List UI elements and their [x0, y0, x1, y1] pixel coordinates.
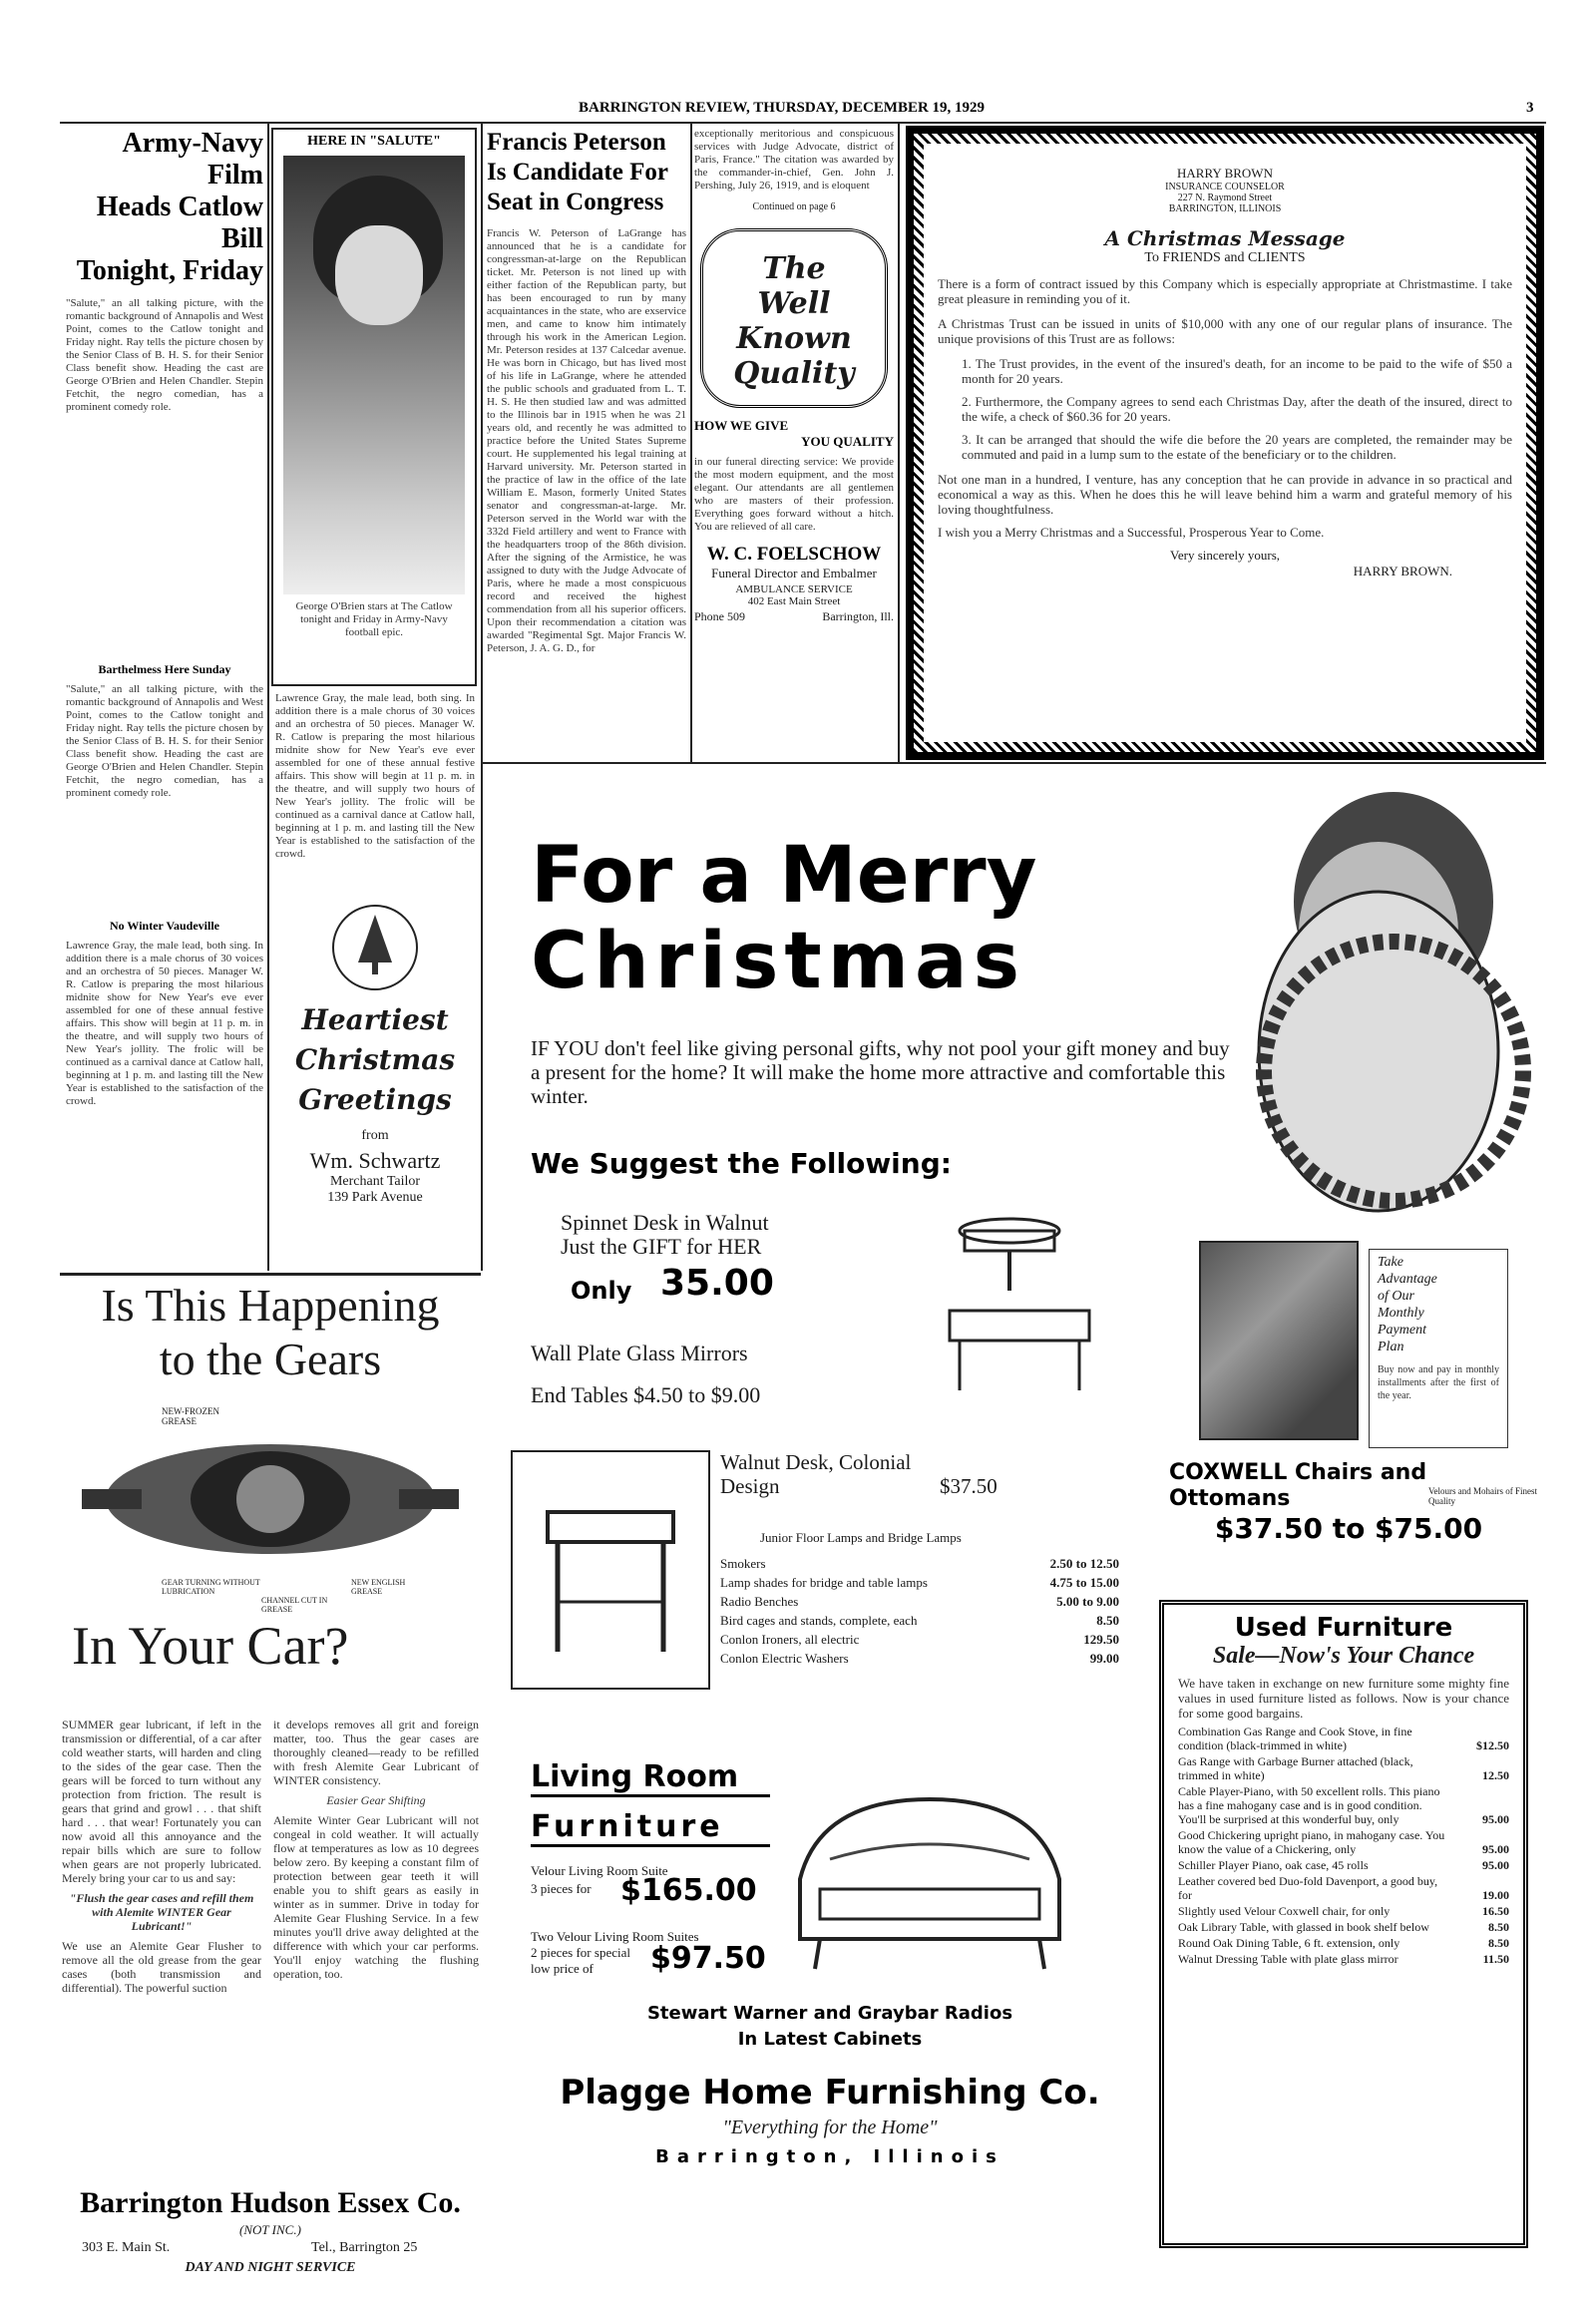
list-item [1178, 1952, 1509, 1966]
coxwell-velours: Velours and Mohairs of Finest Quality [1428, 1486, 1537, 1506]
masthead-title: BARRINGTON REVIEW, THURSDAY, DECEMBER 19, 1929 [579, 100, 986, 116]
gears-col-2 [273, 1718, 479, 2176]
gear-label-2: GEAR TURNING WITHOUT LUBRICATION [162, 1578, 260, 1596]
item-price: 19.00 [1482, 1888, 1509, 1902]
tree-icon [330, 903, 420, 992]
walnut-desk-label: Walnut Desk, Colonial Design [720, 1450, 912, 1498]
coxwell-price: $37.50 to $75.00 [1214, 1512, 1483, 1545]
gears-headline-1: Is This Happening [101, 1280, 440, 1331]
salute-caption: George O'Brien stars at The Catlow tonight and Friday in Army-Navy football epic. [295, 600, 453, 638]
merry-headline-1: For a Merry [531, 832, 1037, 920]
walnut-desk-photo [511, 1450, 710, 1690]
take-line: of Our [1378, 1289, 1414, 1304]
schwartz-address: 139 Park Avenue [327, 1190, 423, 1205]
army-navy-headline [66, 128, 263, 287]
radios-line-1: Stewart Warner and Graybar Radios [646, 2003, 1013, 2024]
list-item [720, 1554, 1119, 1573]
barthelmess-body: "Salute," an all talking picture, with the romantic background of Annapolis and West Point, comes to the Catlow tonight and Friday night. Ray tells the picture chosen by the Senior Class of B. H. S. for their Senior Class benefit show. Heading the cast are George O'Brien and Helen Chandler. Stepin Fetchit, the negro comedian, has a prominent comedy role. [66, 683, 263, 799]
list-item [1178, 1858, 1509, 1872]
item-name: Conlon Ironers, all electric [720, 1632, 860, 1647]
headline-line: Is Candidate For [487, 159, 668, 186]
list-item [720, 1649, 1119, 1668]
peterson-body: Francis W. Peterson of LaGrange has announced that he is a candidate for congressman-at-large on the Republican ticket. Mr. Peterson is not lined up with either faction of the Republican party, but has been encouraged to run by many acquaintances in the state, who are exservice men, and came to know him intimately through his work in the American Legion. Mr. Peterson resides at 137 Calcedar avenue. He was born in Chicago, but has lived most of his life in LaGrange, where he attended the public schools and graduated from L. T. H. S. He then studied law and was admitted to the Illinois bar in 1915 when he was 21 years old, and recently he was admitted to practice before the United States Supreme court. He supplemented his legal training at Harvard university. Mr. Peterson started in the practice of law in the office of the late William E. Mason, formerly United States senator and congressman-at-large. Mr. Peterson served in the World war with the 332d Field artillery and went to France with the headquarters troop of the 86th division. After the signing of the Armistice, he was assigned to duty with the Judge Advocate of Paris, where he made a most conspicuous record and received the highest commendation from all his superior officers. Upon their recommendation a citation was awarded "Regimental Sgt. Major Francis W. Peterson, J. A. G. D., for [487, 227, 686, 654]
item-price: 95.00 [1482, 1812, 1509, 1826]
list-item [1178, 1904, 1509, 1918]
gears-col-1 [62, 1718, 261, 2176]
hudson-inc: (NOT INC.) [239, 2222, 301, 2237]
item-name: Oak Library Table, with glassed in book shelf below [1178, 1920, 1429, 1934]
item-name: Round Oak Dining Table, 6 ft. extension, only [1178, 1936, 1400, 1950]
foelschow-ad [694, 128, 894, 756]
used-subtitle: Sale—Now's Your Chance [1212, 1643, 1475, 1669]
item-name: Slightly used Velour Coxwell chair, for only [1178, 1904, 1391, 1918]
take-advantage-box [1369, 1249, 1508, 1448]
gears-col1b-text: We use an Alemite Gear Flusher to remove all the old grease from the gear cases (both transmission and differential). The powerful suction [62, 1939, 261, 1995]
brown-p2: A Christmas Trust can be issued in units of $10,000 with any one of our regular plans of insurance. The unique provisions of this Trust are as follows: [938, 316, 1512, 346]
item-price: 2.50 to 12.50 [1049, 1556, 1119, 1571]
foelschow-name: W. C. FOELSCHOW [706, 544, 882, 565]
suite-1-label: Velour Living Room Suite [531, 1863, 668, 1878]
list-item [720, 1630, 1119, 1649]
item-price: 12.50 [1482, 1768, 1509, 1782]
foelschow-contact [694, 609, 894, 624]
brown-street: 227 N. Raymond Street [1177, 192, 1273, 203]
item-price: 11.50 [1482, 1952, 1509, 1966]
brown-p3: Not one man in a hundred, I venture, has any conception that he can provide in advance in so practical and economical a way as this. When he does this he will leave behind him a warm and grateful memory of his loving thoughtfulness. [938, 472, 1512, 517]
well-known-logo [700, 228, 888, 408]
radios-line-2: In Latest Cabinets [737, 2029, 923, 2050]
santa-icon [1229, 772, 1538, 1271]
used-furniture-box [1159, 1600, 1528, 2248]
item-price: 129.50 [1083, 1632, 1119, 1647]
take-line: Monthly [1378, 1306, 1424, 1321]
tables-label: End Tables $4.50 to $9.00 [531, 1382, 761, 1407]
item-name: Bird cages and stands, complete, each [720, 1613, 918, 1628]
headline-line: Tonight, Friday [76, 255, 263, 286]
item-price: 8.50 [1096, 1613, 1119, 1628]
list-item [1178, 1874, 1509, 1902]
item-name: Lamp shades for bridge and table lamps [720, 1575, 928, 1590]
gears-col1-text: SUMMER gear lubricant, if left in the transmission or differential, of a car after cold weather starts, will harden and cling to the sides of the gear case. Then the gears will be forced to turn without any protection from friction. The result is gears that grind and growl . . . that shift hard . . . that wear! Fortunately you can now avoid all this annoyance and the repair bills which are sure to follow when gears are not properly lubricated. Merely bring your car to us and say: [62, 1718, 261, 1885]
list-item [1178, 1784, 1509, 1826]
suite-2-pieces: 2 pieces for special low price of [531, 1945, 630, 1976]
item-name: Conlon Electric Washers [720, 1651, 849, 1666]
quality-heading: YOU QUALITY [801, 434, 894, 449]
schwartz-ad [275, 903, 475, 1262]
greeting-line-3: Greetings [298, 1083, 452, 1116]
item-price: 99.00 [1089, 1651, 1119, 1666]
list-item [1178, 1754, 1509, 1782]
hudson-company: Barrington Hudson Essex Co. [80, 2186, 461, 2219]
brown-item: 1. The Trust provides, in the event of the insured's death, for an income to be paid to the wife of $50 a month for 20 years. [962, 356, 1512, 386]
gears-ad [62, 1279, 479, 2276]
item-price: 16.50 [1482, 1904, 1509, 1918]
headline-line: Francis Peterson [487, 129, 666, 156]
schwartz-role: Merchant Tailor [329, 1174, 421, 1189]
greeting-from: from [361, 1128, 389, 1143]
logo-line: The [762, 251, 826, 286]
item-price: $12.50 [1476, 1738, 1509, 1752]
walnut-desk-price: $37.50 [940, 1474, 998, 1498]
salute-box [271, 128, 477, 686]
brown-name: HARRY BROWN [1177, 166, 1273, 181]
list-item [720, 1573, 1119, 1592]
spinnet-line-1: Spinnet Desk in Walnut [561, 1211, 769, 1235]
gears-col2b-text: Alemite Winter Gear Lubricant will not congeal in cold weather. It will actually flow at temperatures as low as 10 degrees below zero. By keeping a constant film of protection between gear teeth it will enable you to shift gears as easily in winter as in summer. Drive in today for Alemite Gear Flushing Service. In a few minutes you'll drive away delighted at the difference with which your car performs. You'll enjoy watching the flushing operation, too. [273, 1813, 479, 1981]
brown-inner [924, 144, 1526, 742]
item-name: Leather covered bed Duo-fold Davenport, a good buy, for [1178, 1874, 1438, 1902]
item-name: Walnut Dressing Table with plate glass mirror [1178, 1952, 1398, 1966]
brown-sign: HARRY BROWN. [1353, 564, 1452, 578]
item-name: Schiller Player Piano, oak case, 45 rolls [1178, 1858, 1369, 1872]
item-price: 5.00 to 9.00 [1056, 1594, 1119, 1609]
item-price: 8.50 [1488, 1920, 1509, 1934]
headline-line: Heads Catlow Bill [96, 192, 263, 254]
suite-2-price: $97.50 [650, 1941, 766, 1976]
item-name: Smokers [720, 1556, 766, 1571]
hudson-tel: Tel., Barrington 25 [311, 2240, 418, 2255]
used-list [1178, 1725, 1509, 1966]
suite-1-pieces: 3 pieces for [531, 1881, 592, 1896]
spinnet-line-2: Just the GIFT for HER [561, 1235, 762, 1259]
santa-illustration [1229, 772, 1538, 1271]
gear-label-4: CHANNEL CUT IN GREASE [261, 1596, 328, 1614]
living-room-heading-1: Living Room [531, 1759, 770, 1797]
subhead-barthelmess: Barthelmess Here Sunday [98, 662, 231, 676]
hudson-address: 303 E. Main St. [82, 2240, 171, 2255]
plagge-intro: IF YOU don't feel like giving personal gifts, why not pool your gift money and buy a present for the home? It will make the home more attractive and comfortable this winter. [531, 1036, 1230, 1108]
take-line: Take [1378, 1255, 1403, 1270]
item-price: 95.00 [1482, 1858, 1509, 1872]
brown-city: BARRINGTON, ILLINOIS [1168, 203, 1282, 214]
vanity-icon [513, 1452, 708, 1688]
list-item [720, 1592, 1119, 1611]
suite-2-label: Two Velour Living Room Suites [531, 1929, 699, 1944]
plagge-slogan: "Everything for the Home" [722, 2116, 938, 2138]
living-room-heading-2: Furniture [531, 1809, 770, 1847]
list-item [1178, 1828, 1509, 1856]
list-item [1178, 1920, 1509, 1934]
brown-item: 2. Furthermore, the Company agrees to send each Christmas Day, after the death of the insured, direct to the wife, a check of $60.36 for 20 years. [962, 394, 1512, 424]
coxwell-heading: COXWELL Chairs and Ottomans [1169, 1460, 1427, 1511]
mirrors-label: Wall Plate Glass Mirrors [531, 1341, 748, 1365]
item-name: Radio Benches [720, 1594, 799, 1609]
sofa-illustration-icon [760, 1759, 1099, 1989]
brown-close: Very sincerely yours, [1169, 548, 1281, 563]
gears-headline-2: to the Gears [159, 1334, 382, 1384]
page-number: 3 [1526, 100, 1534, 116]
lamps-heading: Junior Floor Lamps and Bridge Lamps [760, 1530, 962, 1545]
give-heading: HOW WE GIVE [694, 418, 789, 433]
plagge-company: Plagge Home Furnishing Co. [560, 2073, 1100, 2113]
furniture-list [720, 1554, 1119, 1668]
item-name: Gas Range with Garbage Burner attached (black, trimmed in white) [1178, 1754, 1413, 1782]
take-line: Payment [1378, 1323, 1426, 1338]
face-icon [335, 225, 423, 325]
item-price: 8.50 [1488, 1936, 1509, 1950]
brown-p4: I wish you a Merry Christmas and a Successful, Prosperous Year to Come. [938, 525, 1325, 540]
greeting-line-2: Christmas [294, 1043, 456, 1076]
salute-label: HERE IN "SALUTE" [307, 134, 441, 149]
gears-quote: "Flush the gear cases and refill them with Alemite WINTER Gear Lubricant!" [69, 1891, 254, 1933]
list-item [1178, 1725, 1509, 1752]
salute-continued: Lawrence Gray, the male lead, both sing. In addition there is a male chorus of 30 voices and an orchestra of 50 pieces. Manager W. R. Catlow is preparing the most hilarious midnite show for New Year's eve ever assembled for one of these annual festive affairs. This show will begin at 11 p. m. in the theatre, and will supply two hours of New Year's jollity. The frolic will be continued as a carnival dance at Catlow hall, beginning at 1 p. m. and lasting till the New Year is established to the satisfaction of the crowd. [275, 692, 475, 860]
take-line: Advantage [1378, 1272, 1437, 1287]
brown-title: A Christmas Message [1104, 226, 1346, 250]
take-line: Plan [1378, 1340, 1404, 1354]
plagge-ad [491, 772, 1546, 2278]
peterson-headline [487, 128, 686, 217]
brown-to: To FRIENDS and CLIENTS [1144, 250, 1306, 265]
brown-intro: There is a form of contract issued by this Company which is especially appropriate at Christmastime. I take great pleasure in reminding you of it. [938, 276, 1512, 306]
masthead [60, 98, 1546, 120]
list-item [720, 1611, 1119, 1630]
foelschow-city: Barrington, Ill. [822, 609, 894, 623]
item-name: Good Chickering upright piano, in mahogany case. You know the value of a Chickering, only [1178, 1828, 1445, 1856]
merry-headline-2: Christmas [531, 918, 1026, 1005]
salute-photo [283, 156, 465, 594]
foelschow-body: in our funeral directing service: We provide the most modern equipment, and the most elegant. Our attendants are all gentlemen who are masters of their profession. Everything goes forward without a hitch. You are relieved of all care. [694, 456, 894, 533]
brown-ad [906, 126, 1544, 760]
gears-subhead: Easier Gear Shifting [326, 1793, 426, 1807]
hudson-service: DAY AND NIGHT SERVICE [185, 2260, 356, 2275]
peterson-continued: exceptionally meritorious and conspicuous services with Judge Advocate, district of Paris, France." The citation was awarded by the commander-in-chief, Gen. John J. Pershing, July 26, 1919, and is eloquent [694, 128, 894, 192]
army-navy-article [66, 128, 263, 1265]
vaudeville-body: Lawrence Gray, the male lead, both sing. In addition there is a male chorus of 30 voices and an orchestra of 50 pieces. Manager W. R. Catlow is preparing the most hilarious midnite show for New Year's eve ever assembled for one of these annual festive affairs. This show will begin at 11 p. m. in the theatre, and will supply two hours of New Year's jollity. The frolic will be continued as a carnival dance at Catlow hall, beginning at 1 p. m. and lasting till the New Year is established to the satisfaction of the crowd. [66, 940, 263, 1107]
headline-line: Army-Navy Film [122, 128, 263, 191]
item-price: 4.75 to 15.00 [1049, 1575, 1119, 1590]
used-intro: We have taken in exchange on new furniture some mighty fine values in used furniture listed as follows. Now is your chance for some good bargains. [1178, 1676, 1509, 1721]
take-sub: Buy now and pay in monthly installments after the first of the year. [1378, 1364, 1499, 1401]
gear-label-3: NEW ENGLISH GREASE [351, 1578, 406, 1596]
foelschow-address: 402 East Main Street [747, 595, 841, 607]
list-item [1178, 1936, 1509, 1950]
gears-col2-text: it develops removes all grit and foreign matter, too. Thus the gear cases are thoroughly cleaned—ready to be refilled with fresh Alemite Gear Lubricant of WINTER consistency. [273, 1718, 479, 1787]
spinnet-price: 35.00 [660, 1263, 774, 1304]
foelschow-phone: Phone 509 [694, 609, 745, 623]
used-title: Used Furniture [1234, 1613, 1453, 1643]
gear-label-1: NEW-FROZEN GREASE [162, 1406, 219, 1426]
plagge-city: Barrington, Illinois [655, 2146, 1004, 2167]
peterson-article [487, 128, 686, 756]
logo-line: Quality [733, 356, 855, 391]
subhead-vaudeville: No Winter Vaudeville [109, 919, 220, 933]
brown-item: 3. It can be arranged that should the wife die before the 20 years are completed, the remainder may be commuted and paid in a lump sum to the estate of the beneficiary or to the children. [962, 432, 1512, 462]
gears-headline-3: In Your Car? [72, 1616, 349, 1676]
headline-line: Seat in Congress [487, 189, 664, 215]
coxwell-photo [1199, 1241, 1359, 1440]
schwartz-name: Wm. Schwartz [309, 1148, 441, 1173]
ambulance-service: AMBULANCE SERVICE [735, 583, 853, 595]
item-name: Cable Player-Piano, with 50 excellent rolls. This piano has a fine mahogany case and is in good condition. You'll be surprised at this wonderful buy, only [1178, 1784, 1440, 1826]
item-price: 95.00 [1482, 1842, 1509, 1856]
army-navy-body: "Salute," an all talking picture, with the romantic background of Annapolis and West Point, comes to the Catlow tonight and Friday night. Ray tells the picture chosen by the Senior Class of B. H. S. for their Senior Class benefit show. Heading the cast are George O'Brien and Helen Chandler. Stepin Fetchit, the negro comedian, has a prominent comedy role. [66, 297, 263, 413]
brown-role: INSURANCE COUNSELOR [1165, 182, 1285, 192]
greeting-line-1: Heartiest [301, 1003, 449, 1036]
desk-illustration-icon [890, 1201, 1129, 1400]
item-name: Combination Gas Range and Cook Stove, in fine condition (black-trimmed in white) [1178, 1725, 1412, 1752]
logo-line: Well Known [736, 286, 852, 356]
only-label: Only [571, 1277, 632, 1305]
suggest-heading: We Suggest the Following: [531, 1147, 952, 1180]
suite-1-price: $165.00 [620, 1873, 757, 1908]
continued-note: Continued on page 6 [752, 201, 836, 212]
gear-diagram-icon [62, 1394, 479, 1604]
foelschow-title: Funeral Director and Embalmer [711, 566, 877, 580]
